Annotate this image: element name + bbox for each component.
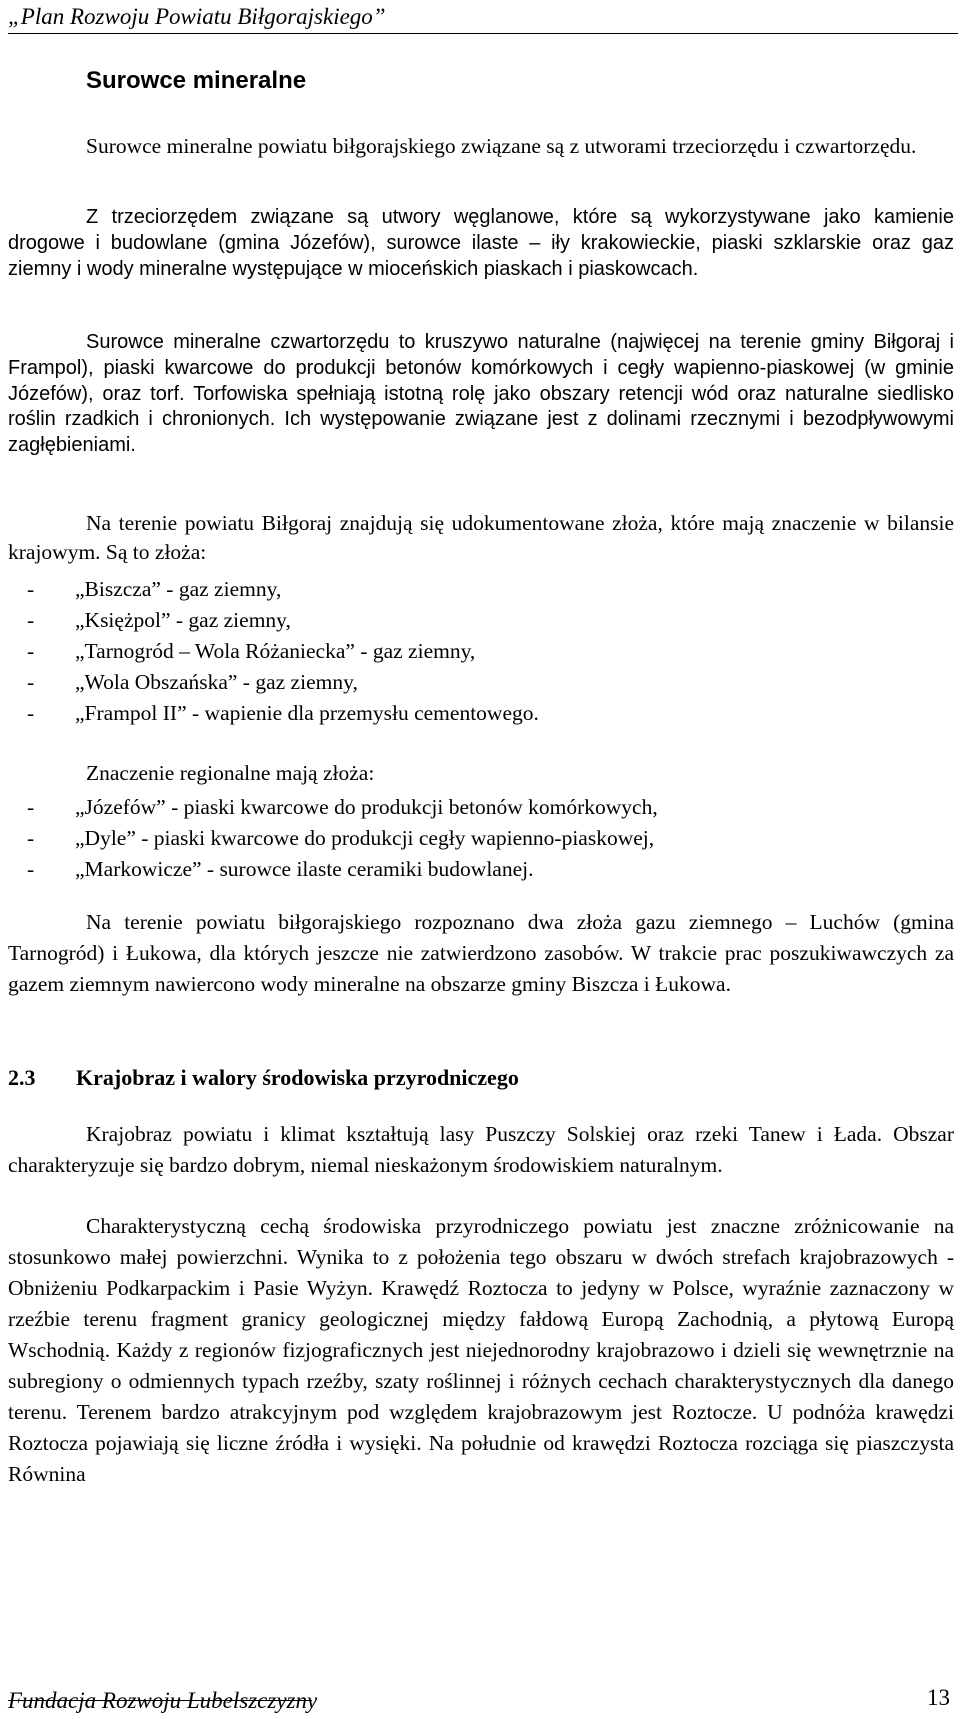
section-heading-title: Krajobraz i walory środowiska przyrodniczego: [76, 1065, 519, 1090]
section-heading: [8, 1065, 519, 1091]
paragraph-tertiary: Z trzeciorzędem związane są utwory węglanowe, które są wykorzystywane jako kamienie drogowe i budowlane (gmina Józefów), surowce ilaste – iły krakowieckie, piaski szklarskie oraz gaz ziemny i wody mineralne występujące w mioceńskich piaskach i piaskowcach.: [8, 206, 954, 280]
section-number: 2.3: [8, 1065, 36, 1090]
paragraph-quaternary: Surowce mineralne czwartorzędu to kruszywo naturalne (najwięcej na terenie gminy Biłgoraj i Frampol), piaski kwarcowe do produkcji betonów komórkowych i cegły wapienno-piaskowej (w gminie Józefów), oraz torf. Torfowiska spełniają istotną rolę jako obszary retencji wód oraz naturalne siedlisko roślin rzadkich i chronionych. Ich występowanie związane jest z dolinami rzecznymi i bezodpływowymi zagłębieniami.: [8, 331, 954, 457]
list-item: - „Wola Obszańska” - gaz ziemny,: [8, 667, 539, 698]
paragraph-landscape: Krajobraz powiatu i klimat kształtują lasy Puszczy Solskiej oraz rzeki Tanew i Łada. Obszar charakteryzuje się bardzo dobrym, niemal nieskażonym środowiskiem naturalnym.: [8, 1122, 954, 1177]
paragraph-regional-deposits: Znaczenie regionalne mają złoża:: [86, 761, 375, 785]
list-item: - „Księżpol” - gaz ziemny,: [8, 605, 539, 636]
section-title: Surowce mineralne: [86, 67, 307, 94]
list-item: - „Tarnogród – Wola Różaniecka” - gaz ziemny,: [8, 636, 539, 667]
paragraph-environment: Charakterystyczną cechą środowiska przyrodniczego powiatu jest znaczne zróżnicowanie na stosunkowo małej powierzchni. Wynika to z położenia tego obszaru w dwóch strefach krajobrazowych - Obniżeniu Podkarpackim i Pasie Wyżyn. Krawędź Roztocza to jedyny w Polsce, wyraźnie zaznaczony w rzeźbie terenu fragment granicy geologicznej między fałdową Europą Zachodnią, a płytową Europą Wschodnią. Każdy z regionów fizjograficznych jest niejednorodny krajobrazowo i dzieli się wewnętrznie na subregiony o odmiennych typach rzeźby, szaty roślinnej i różnych cechach charakterystycznych dla danego terenu. Terenem bardzo atrakcyjnym pod względem krajobrazowym jest Roztocze. U podnóża krawędzi Roztocza pojawiają się liczne źródła i wysięki. Na południe od krawędzi Roztocza rozciąga się piaszczysta Równina: [8, 1214, 954, 1486]
list-item: - „Markowicze” - surowce ilaste ceramiki budowlanej.: [8, 854, 658, 885]
list-item: - „Józefów” - piaski kwarcowe do produkcji betonów komórkowych,: [8, 792, 658, 823]
running-header: „Plan Rozwoju Powiatu Biłgorajskiego”: [8, 4, 386, 29]
list-item: - „Dyle” - piaski kwarcowe do produkcji cegły wapienno-piaskowej,: [8, 823, 658, 854]
footer-text: Fundacja Rozwoju Lubelszczyzny: [8, 1688, 318, 1713]
paragraph-gas-deposits: Na terenie powiatu biłgorajskiego rozpoznano dwa złoża gazu ziemnego – Luchów (gmina Tarnogród) i Łukowa, dla których jeszcze nie zatwierdzono zasobów. W trakcie prac poszukiwawczych za gazem ziemnym nawiercono wody mineralne na obszarze gminy Biszcza i Łukowa.: [8, 910, 954, 996]
paragraph-national-deposits: Na terenie powiatu Biłgoraj znajdują się udokumentowane złoża, które mają znaczenie w bilansie krajowym. Są to złoża:: [8, 511, 954, 565]
header-rule: [8, 33, 958, 34]
list-item: - „Frampol II” - wapienie dla przemysłu cementowego.: [8, 698, 539, 729]
regional-deposits-list: [8, 792, 658, 885]
page-number: 13: [927, 1685, 950, 1710]
list-item: - „Biszcza” - gaz ziemny,: [8, 574, 539, 605]
national-deposits-list: [8, 574, 539, 729]
paragraph-intro: Surowce mineralne powiatu biłgorajskiego związane są z utworami trzeciorzędu i czwartorzędu.: [86, 134, 917, 158]
